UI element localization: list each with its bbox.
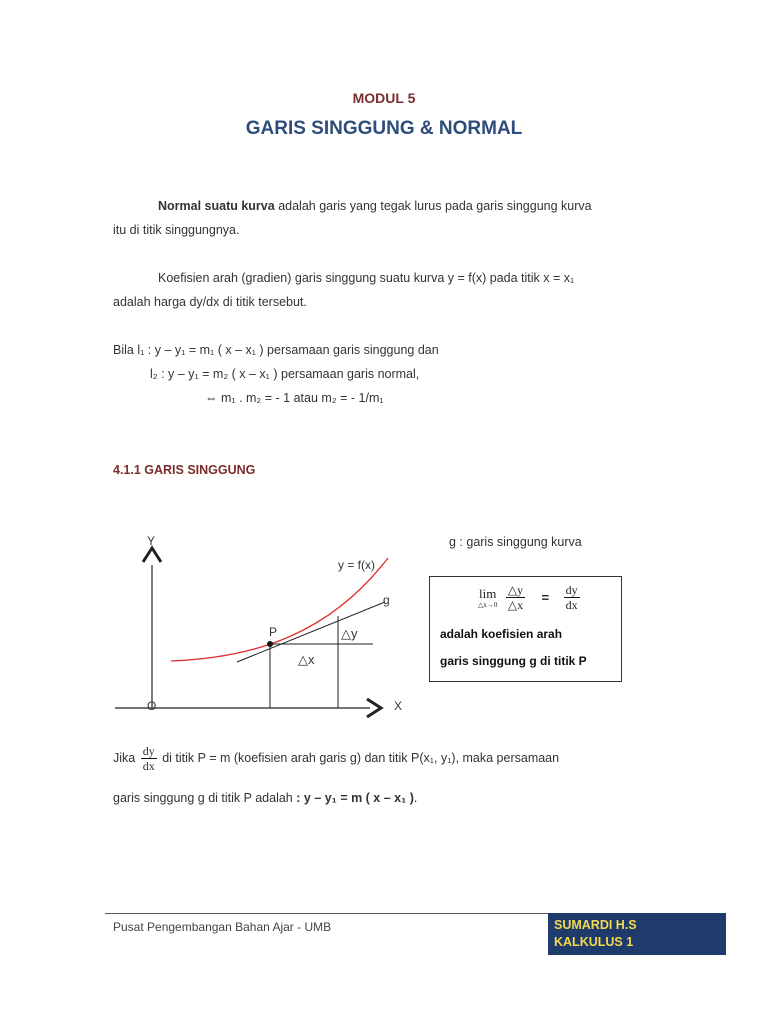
equals-sign: = bbox=[541, 590, 550, 605]
closing-line2-end: . bbox=[413, 791, 418, 805]
caption-g: g : garis singgung kurva bbox=[449, 535, 582, 549]
equation-tangent: Bila l₁ : y – y₁ = m₁ ( x – x₁ ) persamaan garis singgung dan bbox=[113, 343, 439, 357]
limit-operator bbox=[478, 587, 497, 609]
footer-course: KALKULUS 1 bbox=[554, 935, 634, 949]
lim-subscript: △x→0 bbox=[478, 600, 498, 609]
label-tangent-g: g bbox=[383, 593, 390, 607]
fraction-dy-dx-inline bbox=[141, 744, 157, 773]
closing-line2-start: garis singgung g di titik P adalah bbox=[113, 791, 297, 805]
point-p bbox=[267, 641, 273, 647]
footer-publisher: Pusat Pengembangan Bahan Ajar - UMB bbox=[113, 920, 332, 934]
tangent-equation: : y – y₁ = m ( x – x₁ ) bbox=[296, 791, 414, 805]
fraction-denominator: △x bbox=[507, 598, 524, 612]
fraction-numerator: △y bbox=[507, 583, 524, 597]
tangent-diagram bbox=[105, 520, 425, 730]
paragraph-gradient bbox=[113, 266, 673, 314]
label-delta-x: △x bbox=[298, 652, 315, 667]
fraction-numerator: dy bbox=[142, 744, 155, 758]
normal-definition-line2: itu di titik singgungnya. bbox=[113, 223, 240, 237]
fraction-numerator: dy bbox=[565, 583, 578, 597]
gradient-line1: Koefisien arah (gradien) garis singgung suatu kurva y = f(x) pada titik x = x₁ bbox=[158, 271, 575, 285]
normal-definition-text: adalah garis yang tegak lurus pada garis singgung kurva bbox=[274, 199, 592, 213]
fraction-dy-dx bbox=[564, 583, 580, 612]
equation-normal: l₂ : y – y₁ = m₂ ( x – x₁ ) persamaan garis normal, bbox=[150, 367, 420, 381]
normal-term: Normal suatu kurva bbox=[158, 199, 275, 213]
box-text-line2: garis singgung g di titik P bbox=[440, 654, 587, 668]
box-text-line1: adalah koefisien arah bbox=[440, 627, 563, 641]
closing-line1-text: di titik P = m (koefisien arah garis g) dan titik P(x₁, y₁), maka persamaan bbox=[158, 750, 560, 765]
closing-line1 bbox=[113, 744, 559, 773]
limit-definition-box bbox=[429, 576, 622, 682]
module-label: MODUL 5 bbox=[352, 90, 416, 106]
label-point-p: P bbox=[269, 625, 278, 639]
page-title: GARIS SINGGUNG & NORMAL bbox=[245, 118, 523, 139]
section-heading: 4.1.1 GARIS SINGGUNG bbox=[113, 463, 256, 477]
fraction-denominator: dx bbox=[142, 759, 155, 773]
curve-fx bbox=[171, 558, 388, 661]
footer-author: SUMARDI H.S bbox=[554, 918, 637, 932]
y-axis-arrow bbox=[143, 548, 161, 562]
footer-author-box bbox=[548, 913, 726, 955]
label-origin: O bbox=[147, 699, 157, 713]
equation-perpendicular: ⇔ m₁ . m₂ = - 1 atau m₂ = - 1/m₁ bbox=[205, 391, 384, 405]
jika-word: Jika bbox=[113, 750, 136, 765]
paragraph-normal-definition bbox=[113, 194, 673, 242]
label-x-axis: X bbox=[394, 699, 403, 713]
limit-formula bbox=[478, 583, 580, 612]
fraction-denominator: dx bbox=[565, 598, 578, 612]
label-delta-y: △y bbox=[341, 626, 358, 641]
label-y-axis: Y bbox=[147, 534, 156, 548]
closing-line2 bbox=[113, 786, 417, 810]
gradient-line2: adalah harga dy/dx di titik tersebut. bbox=[113, 295, 307, 309]
label-curve: y = f(x) bbox=[338, 558, 376, 572]
fraction-dy-dx-delta bbox=[506, 583, 525, 612]
lim-word: lim bbox=[479, 585, 497, 601]
